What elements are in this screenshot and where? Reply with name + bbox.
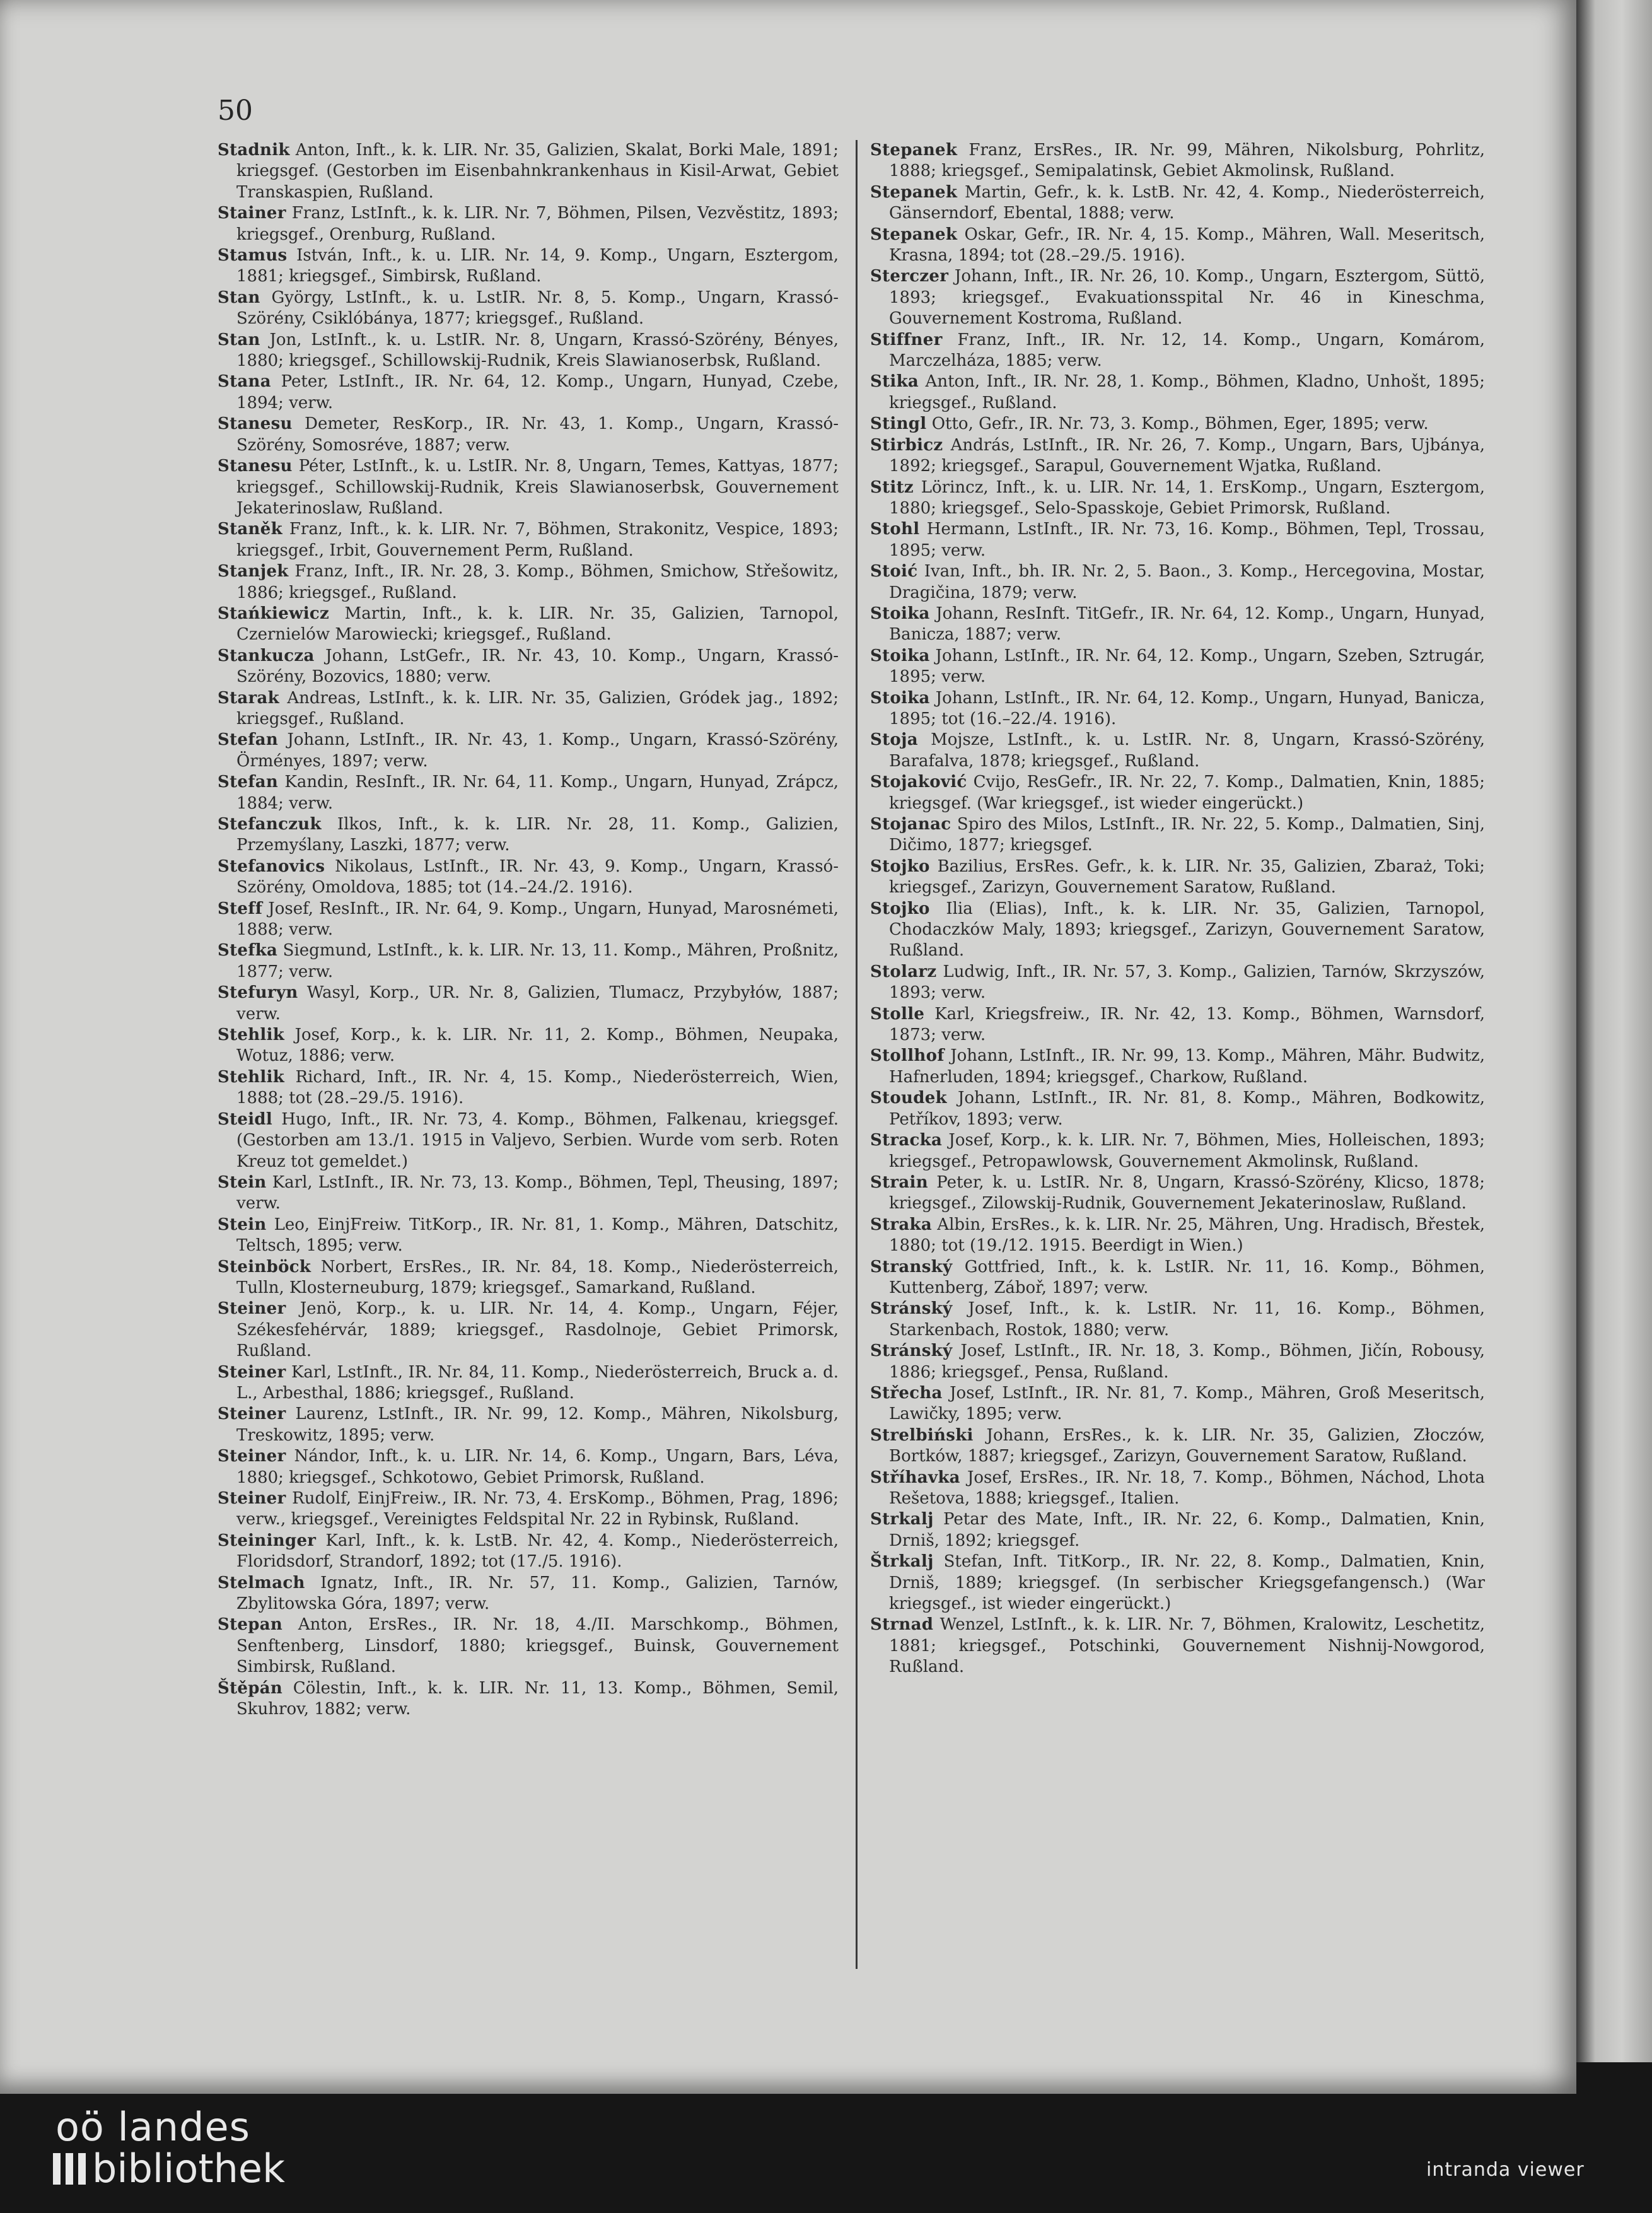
entry-surname: Stiffner: [870, 330, 943, 349]
entry-surname: Stříhavka: [870, 1468, 960, 1487]
register-entry: [218, 983, 839, 1025]
entry-surname: Steiner: [218, 1447, 286, 1466]
entry-surname: Stepan: [218, 1615, 283, 1635]
register-entry: [870, 1088, 1485, 1130]
entry-surname: Stika: [870, 372, 919, 392]
register-entry: [218, 772, 839, 814]
entry-surname: Staněk: [218, 520, 282, 539]
entry-surname: Stanesu: [218, 414, 293, 434]
register-entry: [870, 1172, 1485, 1215]
register-entry: [218, 1215, 839, 1257]
entry-details: Anton, Inft., k. k. LIR. Nr. 35, Galizien, Skalat, Borki Male, 1891; kriegsgef. (Gestorben im Eisenbahnkrankenhaus in Kisil-Arwat, Gebiet Transkaspien, Rußland.: [236, 141, 839, 202]
logo-text-line2: bibliothek: [92, 2146, 285, 2192]
register-entry: [870, 1614, 1485, 1678]
register-entry: [218, 561, 839, 604]
entry-surname: Štrkalj: [870, 1552, 934, 1572]
register-entry: [218, 1109, 839, 1172]
left-column: [218, 140, 839, 1720]
entry-surname: Stein: [218, 1172, 267, 1192]
entry-details: Johann, ErsRes., k. k. LIR. Nr. 35, Galizien, Złoczów, Bortków, 1887; kriegsgef., Zarizyn, Gouvernement Saratow, Rußland.: [889, 1425, 1486, 1466]
entry-surname: Straka: [870, 1215, 932, 1234]
register-entry: [218, 1362, 839, 1404]
register-entry: [218, 1404, 839, 1446]
register-entry: [870, 140, 1485, 182]
entry-surname: Stingl: [870, 414, 927, 434]
register-entry: [218, 1257, 839, 1299]
entry-details: István, Inft., k. u. LIR. Nr. 14, 9. Komp., Ungarn, Esztergom, 1881; kriegsgef., Simbirsk, Rußland.: [236, 246, 839, 286]
register-entry: [870, 1215, 1485, 1257]
register-entry: [870, 604, 1485, 646]
entry-surname: Stepanek: [870, 141, 958, 160]
entry-surname: Stránský: [870, 1299, 953, 1319]
entry-details: Johann, LstInft., IR. Nr. 99, 13. Komp., Mähren, Mähr. Budwitz, Hafnerluden, 1894; kriegsgef., Charkow, Rußland.: [889, 1046, 1486, 1087]
register-entry: [218, 1678, 839, 1720]
entry-surname: Stadnik: [218, 141, 290, 160]
entry-details: Norbert, ErsRes., IR. Nr. 84, 18. Komp., Niederösterreich, Tulln, Klosterneuburg, 1879; kriegsgef., Samarkand, Rußland.: [236, 1257, 839, 1297]
entry-details: Cölestin, Inft., k. k. LIR. Nr. 11, 13. Komp., Böhmen, Semil, Skuhrov, 1882; verw.: [236, 1678, 839, 1719]
register-entry: [870, 1509, 1485, 1551]
entry-surname: Stollhof: [870, 1046, 945, 1066]
entry-surname: Stana: [218, 372, 271, 392]
entry-surname: Stefanovics: [218, 856, 325, 876]
register-entry: [870, 646, 1485, 688]
register-entry: [218, 1067, 839, 1109]
entry-surname: Stan: [218, 330, 260, 349]
entry-details: Franz, ErsRes., IR. Nr. 99, Mähren, Nikolsburg, Pohrlitz, 1888; kriegsgef., Semipalatinsk, Gebiet Akmolinsk, Rußland.: [889, 141, 1485, 181]
entry-surname: Stehlik: [218, 1025, 285, 1045]
entry-details: György, LstInft., k. u. LstIR. Nr. 8, 5. Komp., Ungarn, Krassó-Szörény, Csiklóbánya, 1877; kriegsgef., Rußland.: [236, 288, 839, 329]
entry-surname: Stoja: [870, 730, 918, 750]
entry-surname: Stankucza: [218, 646, 315, 665]
register-entry: [870, 561, 1485, 604]
entry-surname: Stránský: [870, 1341, 953, 1361]
entry-details: Franz, Inft., IR. Nr. 28, 3. Komp., Böhmen, Smichow, Střešowitz, 1886; kriegsgef., Rußland.: [236, 562, 839, 602]
register-entry: [218, 646, 839, 688]
entry-surname: Stanesu: [218, 457, 293, 476]
entry-surname: Stolarz: [870, 962, 937, 981]
entry-details: Siegmund, LstInft., k. k. LIR. Nr. 13, 11. Komp., Mähren, Proßnitz, 1877; verw.: [236, 941, 839, 981]
entry-details: András, LstInft., IR. Nr. 26, 7. Komp., Ungarn, Bars, Ujbánya, 1892; kriegsgef., Sarapul, Gouvernement Wjatka, Rußland.: [889, 435, 1485, 476]
entry-surname: Steiner: [218, 1362, 286, 1382]
entry-surname: Sterczer: [870, 267, 949, 286]
entry-surname: Steiner: [218, 1404, 286, 1424]
register-entry: [218, 688, 839, 730]
entry-details: Anton, Inft., IR. Nr. 28, 1. Komp., Böhmen, Kladno, Unhošt, 1895; kriegsgef., Rußland.: [889, 372, 1486, 412]
entry-details: Andreas, LstInft., k. k. LIR. Nr. 35, Galizien, Gródek jag., 1892; kriegsgef., Rußland.: [236, 688, 839, 728]
entry-details: Demeter, ResKorp., IR. Nr. 43, 1. Komp., Ungarn, Krassó-Szörény, Somosréve, 1887; verw.: [236, 414, 839, 455]
entry-details: Cvijo, ResGefr., IR. Nr. 22, 7. Komp., Dalmatien, Knin, 1885; kriegsgef. (War kriegsgef., ist wieder eingerückt.): [889, 773, 1485, 813]
viewer-brand-label: intranda viewer: [1426, 2159, 1585, 2181]
entry-surname: Strkalj: [870, 1510, 934, 1529]
entry-details: Oskar, Gefr., IR. Nr. 4, 15. Komp., Mähren, Wall. Meseritsch, Krasna, 1894; tot (28.–29./5. 1916).: [889, 225, 1485, 266]
entry-surname: Stojaković: [870, 773, 967, 792]
entry-details: Stefan, Inft. TitKorp., IR. Nr. 22, 8. Komp., Dalmatien, Knin, Drniš, 1889; kriegsgef. (In serbischer Kriegsgefangensch.) (War kriegsgef., ist wieder eingerückt.): [889, 1552, 1485, 1614]
entry-details: Gottfried, Inft., k. k. LstIR. Nr. 11, 16. Komp., Böhmen, Kuttenberg, Záboř, 1897; verw.: [889, 1257, 1485, 1297]
entry-surname: Steinböck: [218, 1257, 311, 1276]
entry-surname: Stirbicz: [870, 435, 943, 455]
register-entry: [218, 1531, 839, 1573]
entry-surname: Stohl: [870, 520, 920, 539]
entry-details: Josef, ErsRes., IR. Nr. 18, 7. Komp., Böhmen, Náchod, Lhota Rešetova, 1888; kriegsgef., Italien.: [889, 1468, 1485, 1508]
entry-details: Leo, EinjFreiw. TitKorp., IR. Nr. 81, 1. Komp., Mähren, Datschitz, Teltsch, 1895; verw.: [236, 1215, 839, 1256]
page-edge: [1576, 0, 1652, 2062]
entry-surname: Steiner: [218, 1489, 286, 1508]
entry-surname: Stoika: [870, 646, 930, 665]
entry-surname: Stamus: [218, 246, 288, 266]
entry-details: Kandin, ResInft., IR. Nr. 64, 11. Komp., Ungarn, Hunyad, Zrápcz, 1884; verw.: [236, 773, 839, 813]
register-entry: [218, 604, 839, 646]
page-number: 50: [218, 95, 253, 127]
register-entry: [218, 371, 839, 414]
entry-details: Johann, LstInft., IR. Nr. 64, 12. Komp., Ungarn, Hunyad, Banicza, 1895; tot (16.–22./4. 1916).: [889, 688, 1485, 728]
logo-row: [53, 2148, 285, 2190]
entry-details: Johann, LstGefr., IR. Nr. 43, 10. Komp., Ungarn, Krassó-Szörény, Bozovics, 1880; verw.: [236, 646, 839, 687]
entry-surname: Steidl: [218, 1109, 273, 1129]
register-entry: [218, 245, 839, 288]
entry-details: Jon, LstInft., k. u. LstIR. Nr. 8, Ungarn, Krassó-Szörény, Bényes, 1880; kriegsgef., Schillowskij-Rudnik, Kreis Slawianoserbsk, Rußland.: [236, 330, 839, 371]
entry-details: Karl, Kriegsfreiw., IR. Nr. 42, 13. Komp., Böhmen, Warnsdorf, 1873; verw.: [889, 1004, 1486, 1045]
entry-surname: Strelbiński: [870, 1425, 974, 1445]
entry-details: Spiro des Milos, LstInft., IR. Nr. 22, 5. Komp., Dalmatien, Sinj, Dičimo, 1877; kriegsgef.: [889, 815, 1485, 855]
entry-details: Lörincz, Inft., k. u. LIR. Nr. 14, 1. ErsKomp., Ungarn, Esztergom, 1880; kriegsgef., Selo-Spasskoje, Gebiet Primorsk, Rußland.: [889, 477, 1486, 518]
entry-surname: Štěpán: [218, 1678, 283, 1698]
register-entry: [218, 899, 839, 941]
entry-surname: Steininger: [218, 1531, 317, 1550]
register-entry: [870, 414, 1485, 435]
entry-details: Ludwig, Inft., IR. Nr. 57, 3. Komp., Galizien, Tarnów, Skrzyszów, 1893; verw.: [889, 962, 1486, 1003]
entry-details: Franz, Inft., IR. Nr. 12, 14. Komp., Ungarn, Komárom, Marczelháza, 1885; verw.: [889, 330, 1486, 371]
register-entry: [218, 1488, 839, 1531]
register-entry: [870, 1046, 1485, 1088]
entry-details: Mojsze, LstInft., k. u. LstIR. Nr. 8, Ungarn, Krassó-Szörény, Barafalva, 1878; kriegsgef., Rußland.: [889, 730, 1486, 771]
logo-text-line1: oö landes: [55, 2104, 250, 2150]
library-logo[interactable]: [53, 2106, 285, 2190]
entry-details: Laurenz, LstInft., IR. Nr. 99, 12. Komp., Mähren, Nikolsburg, Treskowitz, 1895; verw.: [236, 1404, 839, 1445]
register-entry: [218, 940, 839, 983]
entry-surname: Stoika: [870, 604, 930, 623]
entry-surname: Stefan: [218, 730, 279, 750]
register-entry: [870, 730, 1485, 772]
register-entry: [218, 814, 839, 856]
entry-details: Richard, Inft., IR. Nr. 4, 15. Komp., Niederösterreich, Wien, 1888; tot (28.–29./5. 1916).: [236, 1067, 839, 1108]
entry-details: Josef, Inft., k. k. LstIR. Nr. 11, 16. Komp., Böhmen, Starkenbach, Rostok, 1880; verw.: [889, 1299, 1485, 1340]
entry-surname: Stojko: [870, 899, 930, 918]
register-entry: [870, 1383, 1485, 1425]
entry-surname: Stefan: [218, 773, 279, 792]
entry-details: Martin, Gefr., k. k. LstB. Nr. 42, 4. Komp., Niederösterreich, Gänserndorf, Ebental, 1888; verw.: [889, 182, 1485, 223]
entry-details: Ignatz, Inft., IR. Nr. 57, 11. Komp., Galizien, Tarnów, Zbylitowska Góra, 1897; verw.: [236, 1573, 839, 1614]
register-entry: [218, 1299, 839, 1362]
register-entry: [870, 435, 1485, 477]
right-column: [870, 140, 1485, 1678]
entry-surname: Stolle: [870, 1004, 925, 1024]
entry-surname: Stein: [218, 1215, 267, 1234]
entry-surname: Steff: [218, 899, 263, 918]
entry-surname: Strain: [870, 1172, 928, 1192]
entry-details: Ilia (Elias), Inft., k. k. LIR. Nr. 35, Galizien, Tarnopol, Chodaczków Maly, 1893; kriegsgef., Zarizyn, Gouvernement Saratow, Rußland.: [889, 899, 1485, 961]
entry-details: Rudolf, EinjFreiw., IR. Nr. 73, 4. ErsKomp., Böhmen, Prag, 1896; verw., kriegsgef., Vereinigtes Feldspital Nr. 22 in Rybinsk, Rußland.: [236, 1489, 839, 1529]
entry-details: Karl, LstInft., IR. Nr. 73, 13. Komp., Böhmen, Tepl, Theusing, 1897; verw.: [236, 1172, 839, 1213]
entry-details: Johann, LstInft., IR. Nr. 64, 12. Komp., Ungarn, Szeben, Sztrugár, 1895; verw.: [889, 646, 1485, 687]
register-entry: [870, 266, 1485, 329]
entry-surname: Stefuryn: [218, 983, 298, 1003]
entry-details: Peter, LstInft., IR. Nr. 64, 12. Komp., Ungarn, Hunyad, Czebe, 1894; verw.: [236, 372, 839, 412]
entry-surname: Stanjek: [218, 562, 289, 581]
register-entry: [870, 1341, 1485, 1383]
register-entry: [218, 1172, 839, 1215]
logo-bars-icon: [53, 2153, 86, 2185]
entry-surname: Stelmach: [218, 1573, 305, 1592]
entry-details: Wasyl, Korp., UR. Nr. 8, Galizien, Tlumacz, Przybyłów, 1887; verw.: [236, 983, 839, 1024]
entry-details: Bazilius, ErsRes. Gefr., k. k. LIR. Nr. 35, Galizien, Zbaraż, Toki; kriegsgef., Zarizyn, Gouvernement Saratow, Rußland.: [889, 856, 1485, 897]
entry-details: Josef, Korp., k. k. LIR. Nr. 11, 2. Komp., Böhmen, Neupaka, Wotuz, 1886; verw.: [236, 1025, 839, 1066]
register-entry: [870, 182, 1485, 225]
entry-details: Otto, Gefr., IR. Nr. 73, 3. Komp., Böhmen, Eger, 1895; verw.: [931, 414, 1429, 434]
column-divider: [856, 140, 858, 1969]
register-entry: [218, 1025, 839, 1067]
register-entry: [870, 1257, 1485, 1299]
entry-details: Josef, LstInft., IR. Nr. 18, 3. Komp., Böhmen, Jičín, Robousy, 1886; kriegsgef., Pensa, Rußland.: [889, 1341, 1486, 1382]
entry-surname: Stepanek: [870, 182, 958, 202]
entry-details: Martin, Inft., k. k. LIR. Nr. 35, Galizien, Tarnopol, Czernielów Marowiecki; kriegsgef., Rußland.: [236, 604, 839, 645]
entry-surname: Stojanac: [870, 815, 951, 834]
register-entry: [870, 477, 1485, 520]
register-entry: [218, 1573, 839, 1615]
entry-details: Johann, LstInft., IR. Nr. 43, 1. Komp., Ungarn, Krassó-Szörény, Örményes, 1897; verw.: [236, 730, 839, 771]
register-entry: [870, 856, 1485, 899]
entry-details: Josef, Korp., k. k. LIR. Nr. 7, Böhmen, Mies, Holleischen, 1893; kriegsgef., Petropawlowsk, Gouvernement Akmolinsk, Rußland.: [889, 1131, 1486, 1171]
register-entry: [870, 519, 1485, 561]
entry-surname: Stoika: [870, 688, 930, 708]
entry-details: Jenö, Korp., k. u. LIR. Nr. 14, 4. Komp., Ungarn, Féjer, Székesfehérvár, 1889; kriegsgef., Rasdolnoje, Gebiet Primorsk, Rußland.: [236, 1299, 839, 1361]
entry-details: Johann, ResInft. TitGefr., IR. Nr. 64, 12. Komp., Ungarn, Hunyad, Banicza, 1887; verw.: [889, 604, 1485, 645]
entry-details: Péter, LstInft., k. u. LstIR. Nr. 8, Ungarn, Temes, Kattyas, 1877; kriegsgef., Schillowskij-Rudnik, Kreis Slawianoserbsk, Gouvernement Jekaterinoslaw, Rußland.: [236, 457, 839, 518]
entry-surname: Stojko: [870, 856, 930, 876]
entry-details: Josef, LstInft., IR. Nr. 81, 7. Komp., Mähren, Groß Meseritsch, Lawičky, 1895; verw.: [889, 1383, 1486, 1424]
register-entry: [870, 962, 1485, 1004]
entry-surname: Stefka: [218, 941, 278, 961]
entry-surname: Stefanczuk: [218, 815, 322, 834]
entry-details: Hermann, LstInft., IR. Nr. 73, 16. Komp., Böhmen, Tepl, Trossau, 1895; verw.: [889, 520, 1485, 560]
entry-surname: Stańkiewicz: [218, 604, 330, 623]
entry-details: Ilkos, Inft., k. k. LIR. Nr. 28, 11. Komp., Galizien, Przemyślany, Laszki, 1877; verw.: [236, 815, 839, 855]
entry-details: Johann, LstInft., IR. Nr. 81, 8. Komp., Mähren, Bodkowitz, Petříkov, 1893; verw.: [889, 1089, 1485, 1129]
register-entry: [870, 1299, 1485, 1341]
register-entry: [218, 456, 839, 519]
entry-details: Franz, LstInft., k. k. LIR. Nr. 7, Böhmen, Pilsen, Vezvěstitz, 1893; kriegsgef., Orenburg, Rußland.: [236, 204, 839, 244]
register-entry: [870, 330, 1485, 372]
entry-surname: Steiner: [218, 1299, 286, 1319]
entry-surname: Stoić: [870, 562, 918, 581]
entry-surname: Stitz: [870, 477, 914, 497]
register-entry: [870, 1130, 1485, 1172]
register-entry: [218, 730, 839, 772]
entry-surname: Stan: [218, 288, 260, 307]
entry-details: Nikolaus, LstInft., IR. Nr. 43, 9. Komp., Ungarn, Krassó-Szörény, Omoldova, 1885; tot (14.–24./2. 1916).: [236, 856, 839, 897]
register-entry: [218, 856, 839, 899]
register-entry: [218, 1446, 839, 1488]
register-entry: [870, 225, 1485, 267]
register-entry: [870, 1425, 1485, 1468]
entry-surname: Stracka: [870, 1131, 943, 1150]
register-entry: [870, 688, 1485, 730]
register-entry: [218, 519, 839, 561]
entry-details: Hugo, Inft., IR. Nr. 73, 4. Komp., Böhmen, Falkenau, kriegsgef. (Gestorben am 13./1. 1915 in Valjevo, Serbien. Wurde vom serb. Roten Kreuz tot gemeldet.): [236, 1109, 839, 1171]
entry-details: Anton, ErsRes., IR. Nr. 18, 4./II. Marschkomp., Böhmen, Senftenberg, Linsdorf, 1880; kriegsgef., Buinsk, Gouvernement Simbirsk, Rußland.: [236, 1615, 839, 1677]
register-entry: [870, 899, 1485, 962]
register-entry: [218, 1614, 839, 1678]
entry-details: Albin, ErsRes., k. k. LIR. Nr. 25, Mähren, Ung. Hradisch, Břestek, 1880; tot (19./12. 1915. Beerdigt in Wien.): [889, 1215, 1486, 1256]
entry-details: Nándor, Inft., k. u. LIR. Nr. 14, 6. Komp., Ungarn, Bars, Léva, 1880; kriegsgef., Schkotowo, Gebiet Primorsk, Rußland.: [236, 1447, 839, 1487]
register-entry: [870, 1004, 1485, 1046]
entry-surname: Střecha: [870, 1383, 943, 1403]
entry-surname: Stainer: [218, 204, 286, 223]
entry-details: Petar des Mate, Inft., IR. Nr. 22, 6. Komp., Dalmatien, Knin, Drniš, 1892; kriegsgef.: [889, 1510, 1485, 1550]
entry-surname: Stehlik: [218, 1067, 285, 1087]
register-entry: [218, 414, 839, 456]
entry-surname: Stepanek: [870, 225, 958, 244]
entry-details: Franz, Inft., k. k. LIR. Nr. 7, Böhmen, Strakonitz, Vespice, 1893; kriegsgef., Irbit, Gouvernement Perm, Rußland.: [236, 520, 839, 560]
entry-details: Wenzel, LstInft., k. k. LIR. Nr. 7, Böhmen, Kralowitz, Leschetitz, 1881; kriegsgef., Potschinki, Gouvernement Nishnij-Nowgorod, Rußland.: [889, 1615, 1485, 1677]
entry-surname: Stoudek: [870, 1089, 947, 1108]
entry-details: Karl, Inft., k. k. LstB. Nr. 42, 4. Komp., Niederösterreich, Floridsdorf, Strandorf, 1892; tot (17./5. 1916).: [236, 1531, 839, 1572]
register-entry: [218, 140, 839, 203]
register-entry: [218, 288, 839, 330]
register-entry: [218, 203, 839, 245]
entry-details: Karl, LstInft., IR. Nr. 84, 11. Komp., Niederösterreich, Bruck a. d. L., Arbesthal, 1886; kriegsgef., Rußland.: [236, 1362, 839, 1403]
entry-details: Johann, Inft., IR. Nr. 26, 10. Komp., Ungarn, Esztergom, Süttö, 1893; kriegsgef., Evakuationsspital Nr. 46 in Kineschma, Gouvernement Kostroma, Rußland.: [889, 267, 1485, 329]
register-entry: [870, 1551, 1485, 1614]
entry-details: Peter, k. u. LstIR. Nr. 8, Ungarn, Krassó-Szörény, Klicso, 1878; kriegsgef., Zilowskij-Rudnik, Gouvernement Jekaterinoslaw, Rußland.: [889, 1172, 1486, 1213]
entry-surname: Starak: [218, 688, 279, 708]
entry-details: Josef, ResInft., IR. Nr. 64, 9. Komp., Ungarn, Hunyad, Marosnémeti, 1888; verw.: [236, 899, 839, 940]
register-entry: [870, 772, 1485, 814]
register-entry: [870, 814, 1485, 856]
register-entry: [218, 330, 839, 372]
entry-details: Ivan, Inft., bh. IR. Nr. 2, 5. Baon., 3. Komp., Hercegovina, Mostar, Dragičina, 1879; verw.: [889, 562, 1485, 602]
entry-surname: Strnad: [870, 1615, 934, 1635]
entry-surname: Stranský: [870, 1257, 953, 1276]
register-entry: [870, 1468, 1485, 1510]
register-entry: [870, 371, 1485, 414]
